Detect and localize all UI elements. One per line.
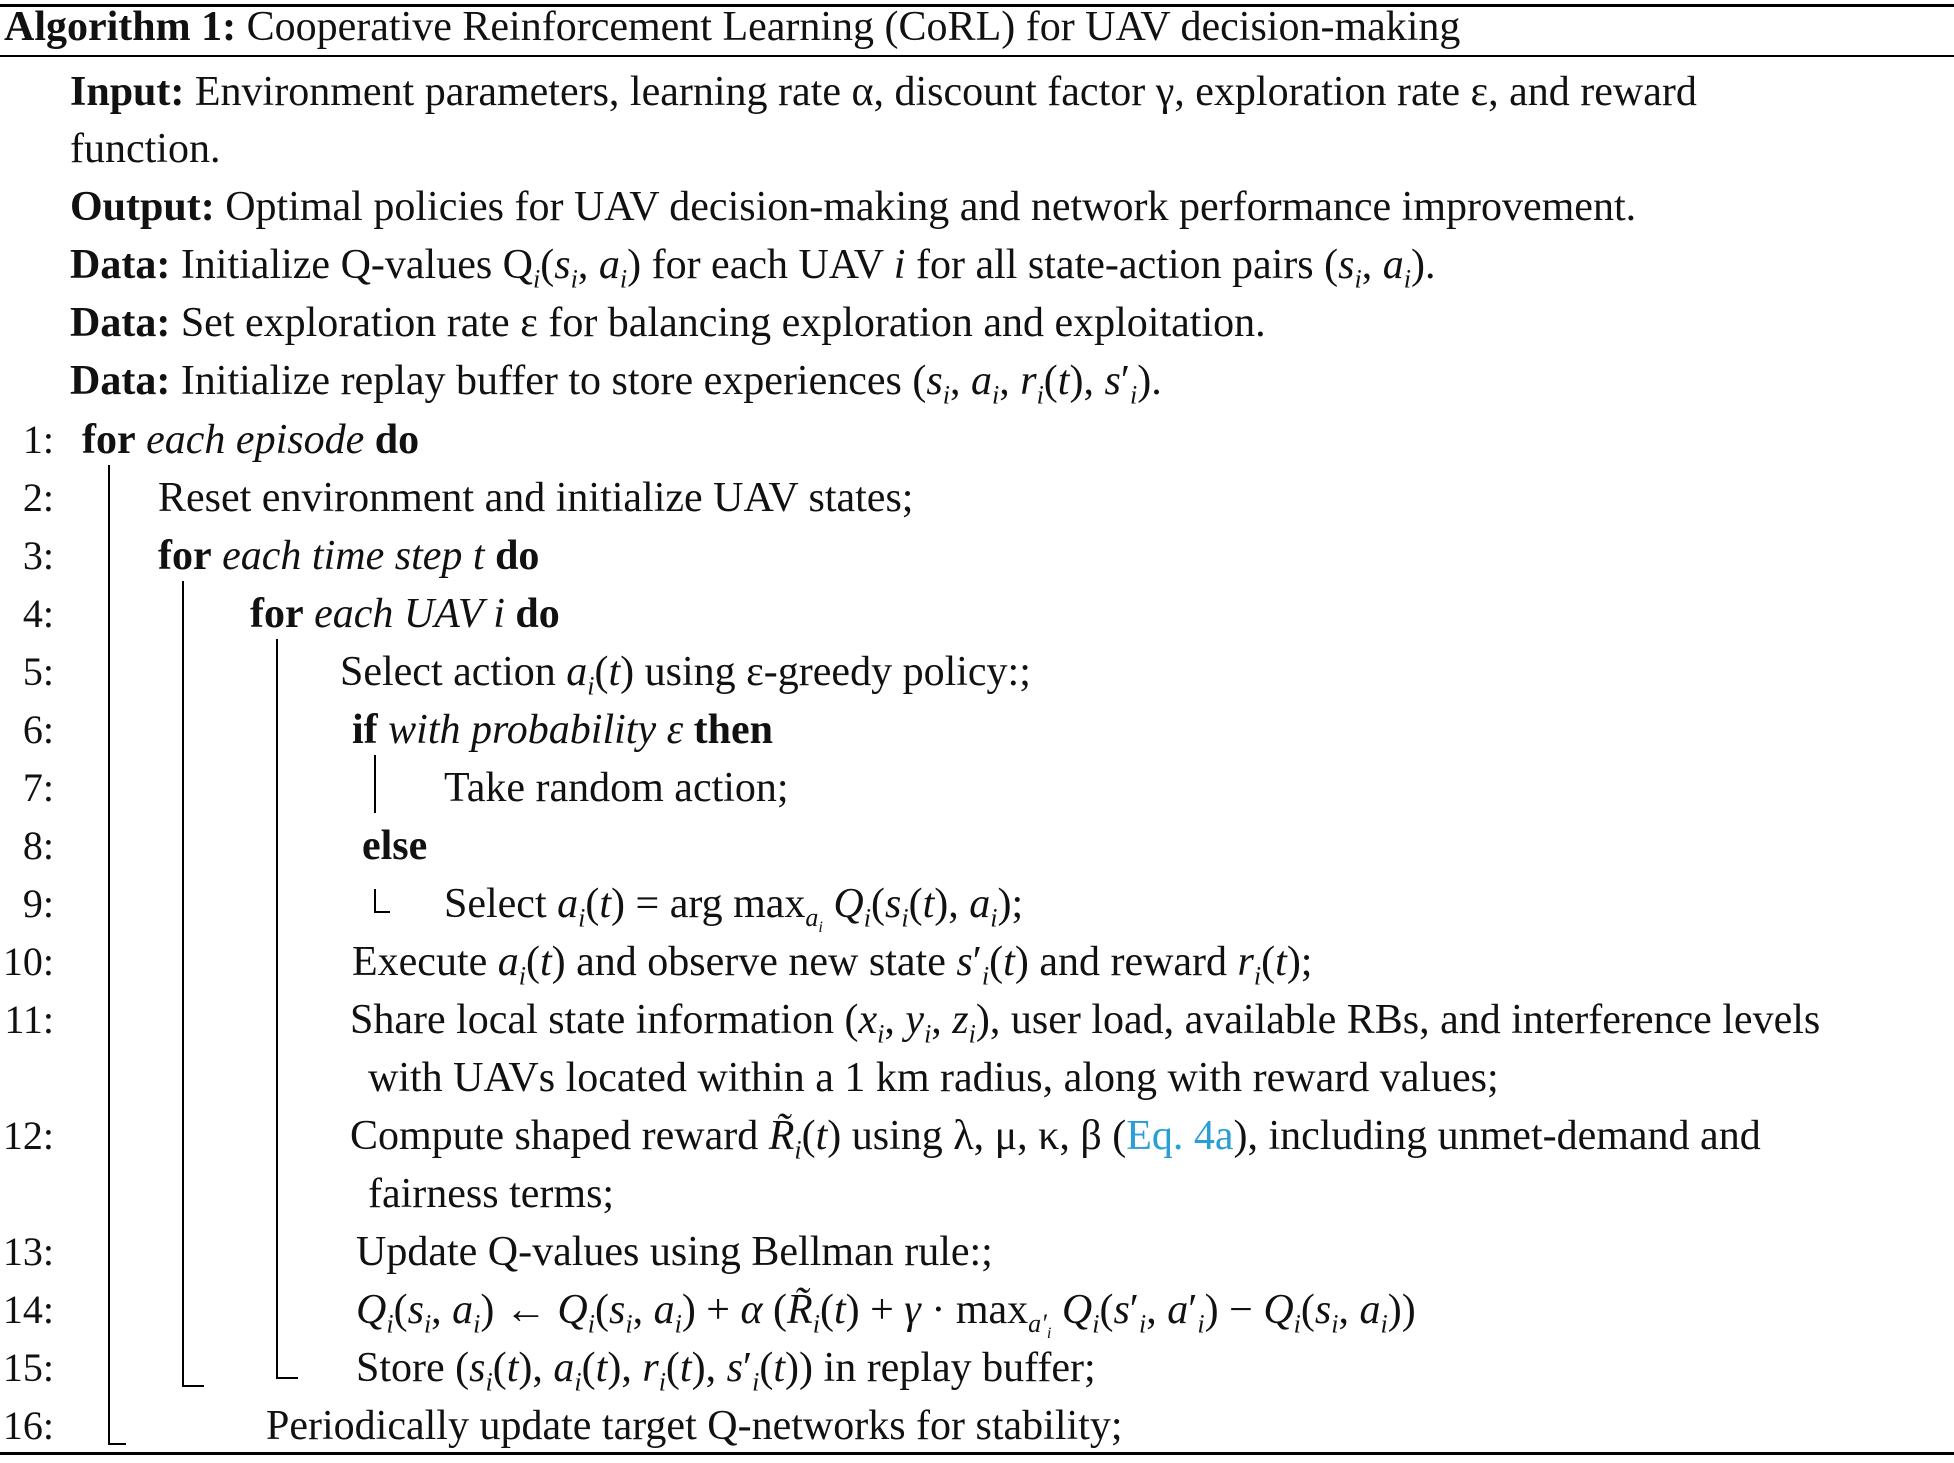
output-text: Optimal policies for UAV decision-making and network performance improvement. — [225, 184, 1637, 230]
data1-text: Initialize Q-values Q — [180, 242, 534, 288]
data2-text: Set exploration rate ε for balancing exploration and exploitation. — [180, 300, 1266, 346]
data-keyword: Data: — [70, 358, 171, 404]
line-number: 7: — [22, 765, 54, 810]
algorithm-label: Algorithm 1: — [4, 4, 237, 50]
step-12-cont: fairness terms; — [368, 1171, 615, 1217]
line-number: 2: — [22, 475, 54, 520]
block-bar-if — [374, 755, 376, 813]
step-8: else — [362, 823, 428, 869]
data-line-2 — [70, 298, 1266, 348]
step-2: Reset environment and initialize UAV states; — [158, 475, 914, 521]
line-number: 4: — [22, 591, 54, 636]
eq-4a-link[interactable]: Eq. 4a — [1126, 1113, 1234, 1159]
block-end-else — [374, 911, 390, 913]
input-line — [70, 67, 1697, 117]
line-number: 14: — [2, 1287, 54, 1332]
step-13: Update Q-values using Bellman rule:; — [356, 1229, 993, 1275]
data-keyword: Data: — [70, 300, 171, 346]
step-14: $Q_i(s_i$, $a_i$) ← $Q_i(s_i$, $a_i) + \alpha$ ($R̃_i(t) + \gamma \cdot \max_{a'_i} Q_i(s'_i$, $a'_i) - Q_i(s_i$, $a_i$)) — [356, 1287, 1416, 1343]
block-end-uav — [276, 1377, 298, 1379]
step-9: Select $a_i(t)$ = arg $\max_{a_i} Q_i(s_i(t)$, $a_i$); — [444, 881, 1024, 937]
step-16: Periodically update target Q-networks for stability; — [266, 1403, 1123, 1449]
step-7: Take random action; — [444, 765, 789, 811]
step-3: for each time step t do — [158, 533, 540, 579]
line-number: 16: — [2, 1403, 54, 1448]
data-line-3: Data: Initialize replay buffer to store experiences ($s_i$, $a_i$, $r_i(t)$, $s'_i$). — [70, 358, 1162, 410]
input-line-cont: function. — [70, 126, 221, 172]
block-bar-timestep — [182, 581, 184, 1387]
line-number: 6: — [22, 707, 54, 752]
block-bar-episode — [108, 465, 110, 1445]
line-number: 10: — [2, 939, 54, 984]
step-10: Execute $a_i(t)$ and observe new state $s'_i(t)$ and reward $r_i(t)$; — [352, 939, 1313, 991]
step-11: Share local state information ($x_i$, $y_i$, $z_i$), user load, available RBs, and interference levels — [350, 997, 1821, 1049]
line-number: 15: — [2, 1345, 54, 1390]
line-number: 9: — [22, 881, 54, 926]
line-number: 13: — [2, 1229, 54, 1274]
data1-rest: for each UAV — [641, 242, 894, 288]
step-1: for each episode do — [82, 417, 420, 463]
step-6: if with probability ε then — [352, 707, 774, 753]
output-keyword: Output: — [70, 184, 215, 230]
output-line — [70, 182, 1636, 232]
step-11-cont: with UAVs located within a 1 km radius, along with reward values; — [368, 1055, 1499, 1101]
data1-rest2: for all state-action pairs — [905, 242, 1325, 288]
data3-text: Initialize replay buffer to store experiences — [180, 358, 913, 404]
step-4: for each UAV i do — [250, 591, 560, 637]
block-bar-uav — [276, 639, 278, 1379]
input-text: Environment parameters, learning rate α, discount factor γ, exploration rate ε, and reward — [194, 69, 1697, 115]
algorithm-title: Cooperative Reinforcement Learning (CoRL) for UAV decision-making — [246, 4, 1461, 50]
line-number: 12: — [2, 1113, 54, 1158]
title-rule — [0, 55, 1954, 57]
step-12: Compute shaped reward $R̃_i(t)$ using λ, μ, κ, β (Eq. 4a), including unmet-demand and — [350, 1113, 1761, 1165]
line-number: 5: — [22, 649, 54, 694]
data-line-1: Data: Initialize Q-values $Q_i(s_i$, $a_i$) for each UAV i for all state-action pairs ($s_i$, $a_i$). — [70, 242, 1436, 294]
line-number: 11: — [4, 997, 54, 1042]
block-end-timestep — [182, 1385, 204, 1387]
data-keyword: Data: — [70, 242, 171, 288]
input-keyword: Input: — [70, 69, 185, 115]
line-number: 1: — [22, 417, 54, 462]
line-number: 8: — [22, 823, 54, 868]
block-bar-else — [374, 889, 376, 913]
line-number: 3: — [22, 533, 54, 578]
step-15: Store ($s_i(t)$, $a_i(t)$, $r_i(t)$, $s'_i(t)$) in replay buffer; — [356, 1345, 1096, 1397]
algorithm-caption — [4, 2, 1460, 52]
step-5: Select action $a_i(t)$ using ε-greedy policy:; — [340, 649, 1031, 701]
bottom-rule — [0, 1452, 1954, 1455]
block-end-episode — [108, 1443, 126, 1445]
